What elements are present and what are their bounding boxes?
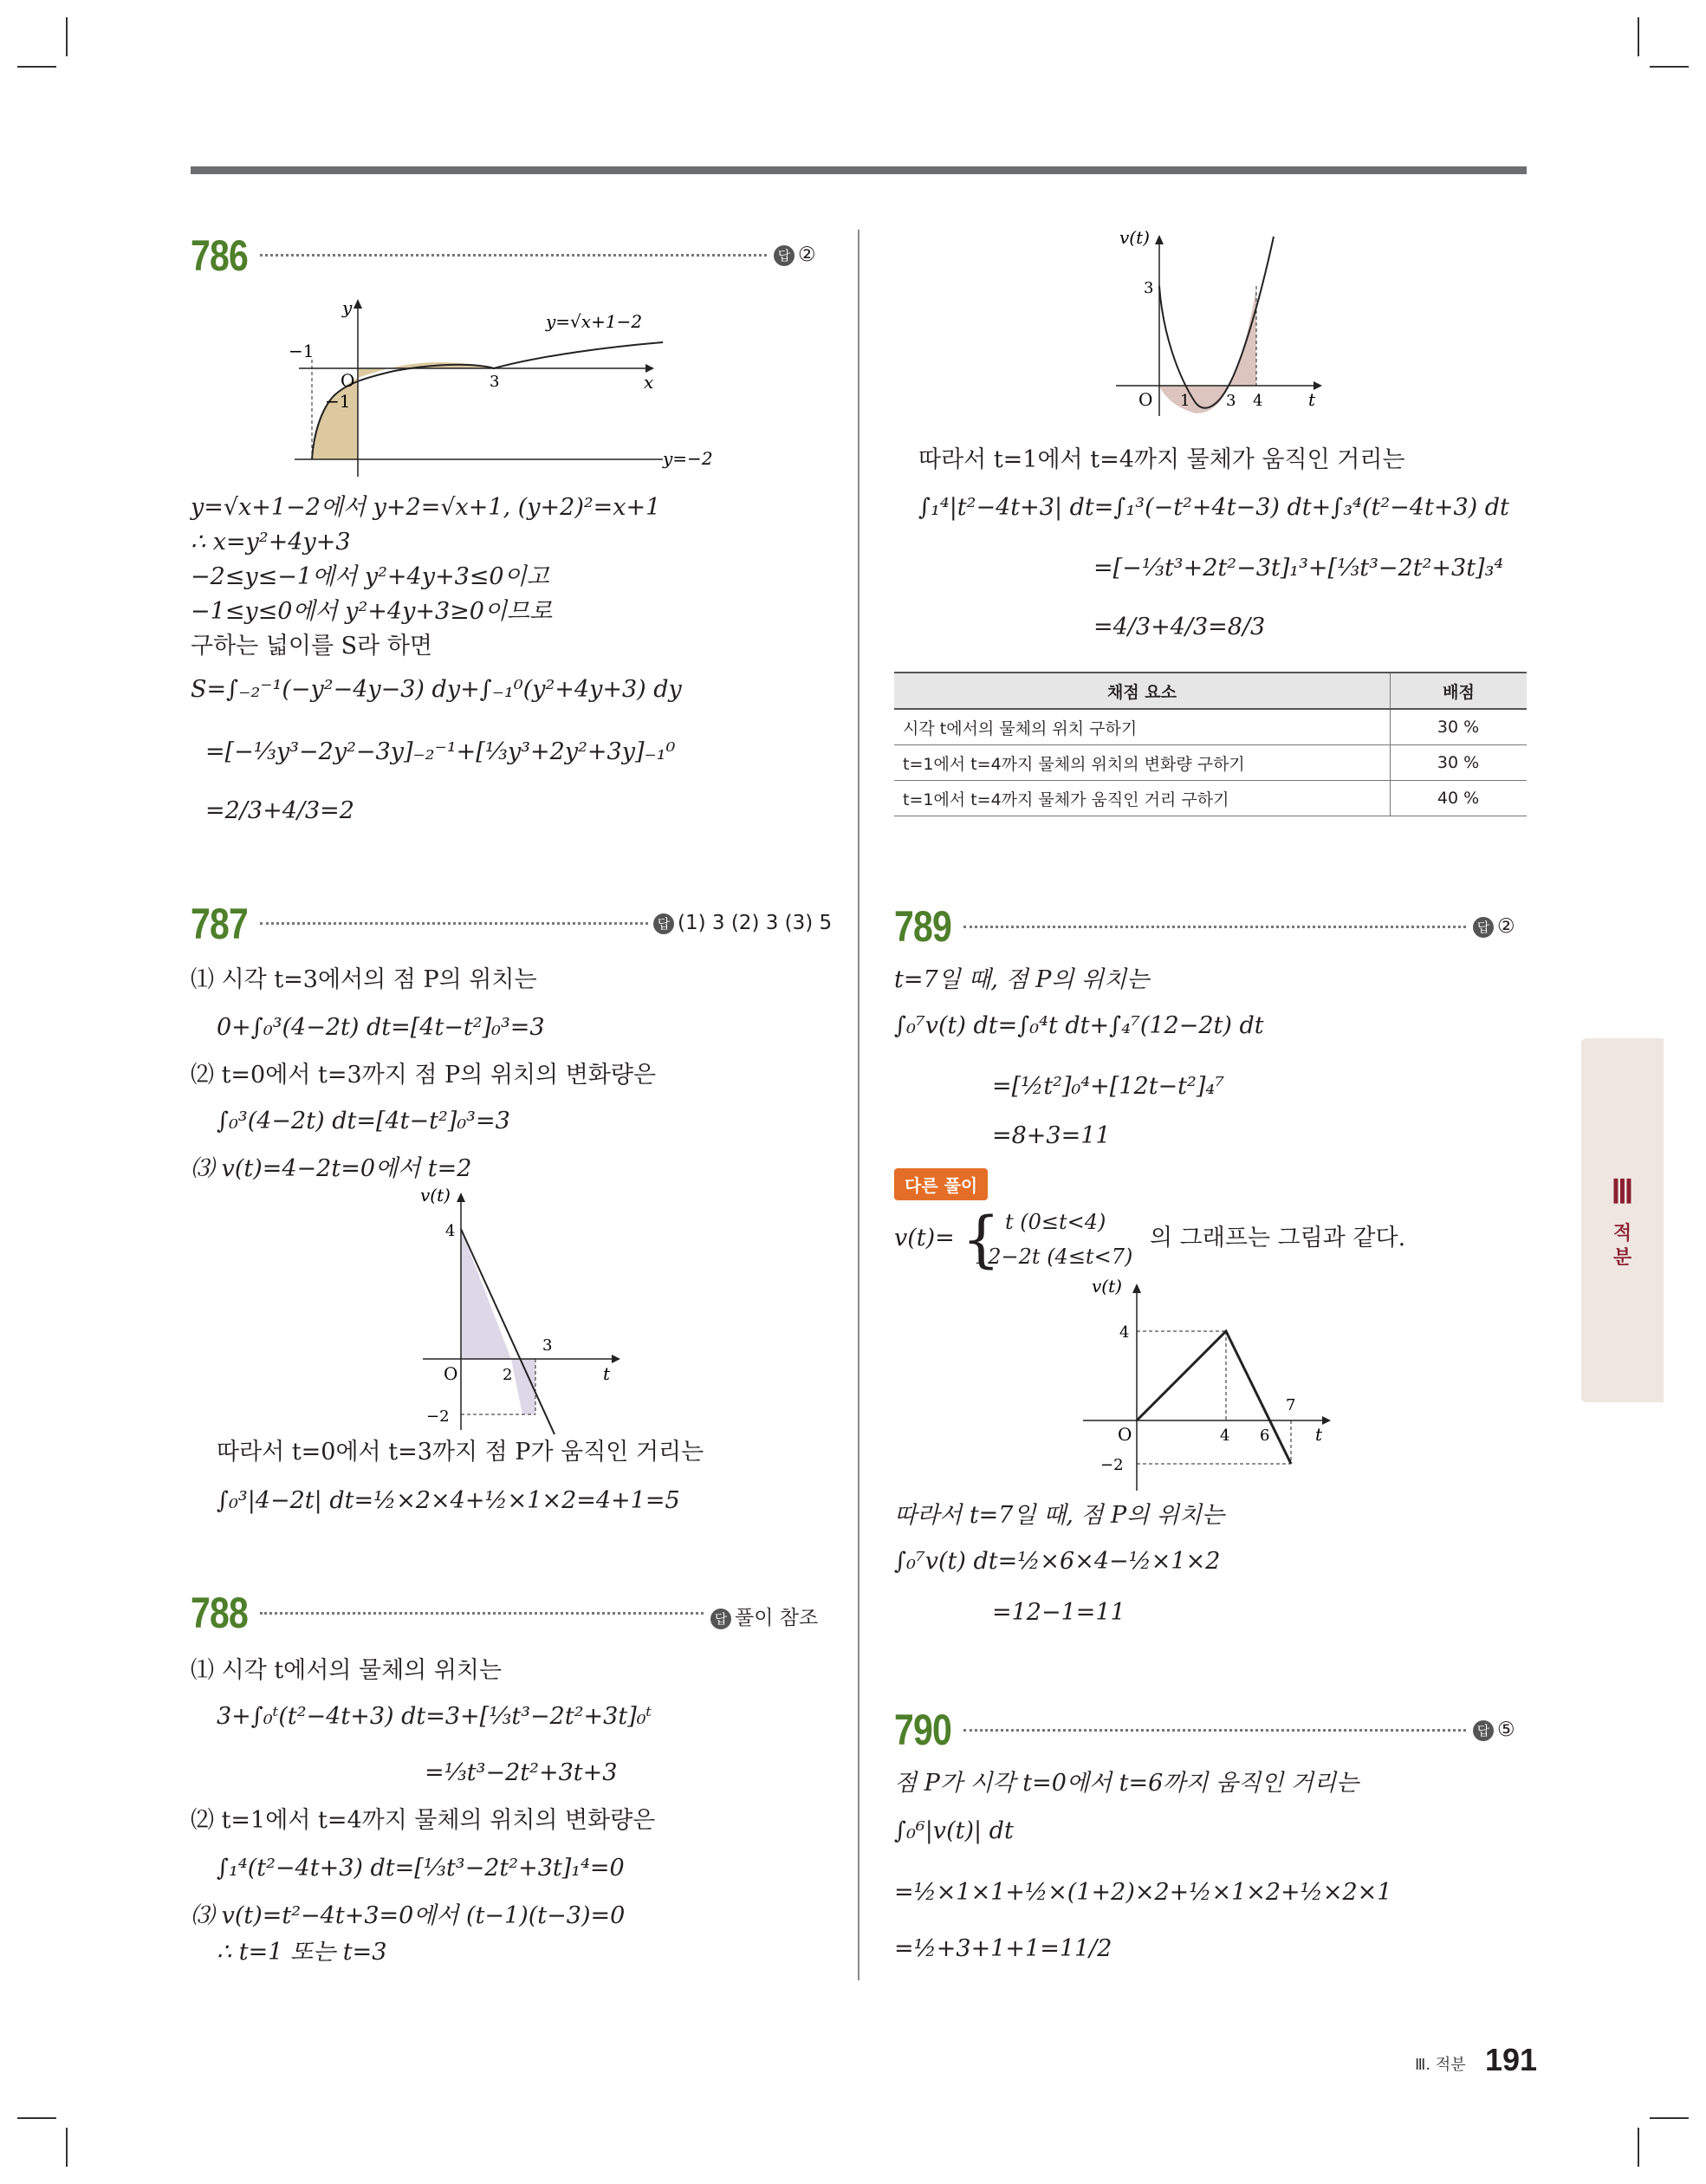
x-axis-label: t — [1308, 389, 1316, 410]
tick-label: 4 — [1220, 1427, 1230, 1445]
line-label: y=−2 — [663, 448, 713, 469]
curve-label: y=√x+1−2 — [546, 311, 643, 332]
piecewise-case: 12−2t (4≤t<7) — [975, 1245, 1133, 1269]
answer-786 — [774, 244, 816, 266]
solution-line: =½+3+1+1=11/2 — [894, 1935, 1112, 1962]
leader-dots — [963, 926, 1466, 928]
table-header: 배점 — [1391, 673, 1528, 709]
solution-line: ∴ t=1 또는 t=3 — [217, 1939, 387, 1966]
table-cell: 시각 t에서의 물체의 위치 구하기 — [894, 709, 1391, 745]
table-header: 채점 요소 — [894, 673, 1391, 709]
tick-label: 7 — [1286, 1396, 1296, 1414]
leader-dots — [260, 922, 648, 925]
tick-label: −2 — [426, 1407, 450, 1426]
brace-icon: { — [962, 1204, 1001, 1275]
solution-line: =⅓t³−2t²+3t+3 — [425, 1759, 618, 1786]
tick-label: 6 — [1260, 1427, 1270, 1445]
answer-790 — [1473, 1719, 1515, 1741]
tick-label: 3 — [1144, 279, 1154, 297]
x-axis-label: x — [644, 372, 654, 393]
answer-mark-icon: 답 — [1473, 917, 1494, 938]
y-axis-label: v(t) — [1119, 230, 1150, 248]
table-row — [894, 745, 1527, 781]
answer-789 — [1473, 915, 1515, 938]
solution-line: 0+∫₀³(4−2t) dt=[4t−t²]₀³=3 — [217, 1014, 545, 1041]
page-number: 191 — [1485, 2042, 1538, 2077]
table-header-row — [894, 673, 1527, 709]
crop-mark — [1638, 2128, 1639, 2167]
tick-label: −1 — [325, 391, 351, 412]
shaded-region — [461, 1229, 511, 1359]
crop-mark — [17, 66, 56, 68]
leader-dots — [260, 254, 767, 257]
solution-line: =12−1=11 — [992, 1599, 1125, 1626]
crop-mark — [17, 2117, 56, 2119]
solution-line: y=√x+1−2에서 y+2=√x+1, (y+2)²=x+1 — [191, 494, 661, 521]
curve — [1159, 237, 1274, 408]
solution-line: ∫₁⁴|t²−4t+3| dt=∫₁³(−t²+4t−3) dt+∫₃⁴(t²−4t+3) dt — [918, 494, 1509, 521]
solution-line: t=7일 때, 점 P의 위치는 — [894, 966, 1150, 993]
chapter-name: 적 분 — [1612, 1223, 1632, 1269]
solution-line: −2≤y≤−1에서 y²+4y+3≤0이고 — [191, 563, 549, 590]
x-axis-label: t — [603, 1363, 611, 1384]
arrowhead — [612, 1355, 620, 1363]
solution-line: ∫₀⁷v(t) dt=½×6×4−½×1×2 — [894, 1548, 1221, 1575]
tick-label: 3 — [490, 373, 500, 391]
scoring-table — [894, 672, 1527, 816]
solution-line: ⑴ 시각 t=3에서의 점 P의 위치는 — [191, 966, 537, 993]
solution-line: ⑴ 시각 t에서의 물체의 위치는 — [191, 1657, 503, 1684]
solution-line: 의 그래프는 그림과 같다. — [1150, 1225, 1406, 1251]
table-cell: 30 % — [1391, 745, 1528, 781]
graph-789 — [1083, 1278, 1343, 1499]
solution-line: ⑶ v(t)=4−2t=0에서 t=2 — [191, 1155, 472, 1182]
solution-line: 따라서 t=0에서 t=3까지 점 P가 움직인 거리는 — [217, 1439, 704, 1466]
graph-788 — [1109, 230, 1334, 416]
problem-number-786: 786 — [191, 231, 248, 280]
solution-line: =[½t²]₀⁴+[12t−t²]₄⁷ — [992, 1073, 1225, 1100]
x-axis-label: t — [1315, 1424, 1323, 1445]
crop-mark — [1650, 66, 1689, 68]
origin-label: O — [444, 1363, 458, 1384]
graph-787 — [407, 1187, 632, 1434]
solution-line: ∫₀³|4−2t| dt=½×2×4+½×1×2=4+1=5 — [217, 1487, 680, 1514]
solution-line: ∫₀⁷v(t) dt=∫₀⁴t dt+∫₄⁷(12−2t) dt — [894, 1012, 1264, 1039]
tick-label: 3 — [542, 1336, 553, 1355]
answer-value: ⑤ — [1497, 1719, 1515, 1741]
piecewise-lhs: v(t)= — [894, 1225, 955, 1251]
table-row — [894, 781, 1527, 816]
table-cell: t=1에서 t=4까지 물체가 움직인 거리 구하기 — [894, 781, 1391, 816]
solution-line: ∴ x=y²+4y+3 — [191, 529, 351, 556]
tick-label: 4 — [1253, 392, 1263, 410]
tick-label: 4 — [445, 1222, 456, 1240]
answer-mark-icon: 답 — [710, 1609, 731, 1629]
solution-line: =2/3+4/3=2 — [205, 797, 354, 824]
tick-label: −2 — [1100, 1456, 1124, 1474]
leader-dots — [260, 1612, 704, 1615]
answer-788 — [710, 1602, 818, 1630]
solution-line: =4/3+4/3=8/3 — [1093, 614, 1266, 640]
arrowhead — [354, 299, 362, 309]
crop-mark — [1650, 2117, 1689, 2119]
solution-line: 따라서 t=1에서 t=4까지 물체가 움직인 거리는 — [918, 446, 1405, 473]
solution-line: =½×1×1+½×(1+2)×2+½×1×2+½×2×1 — [894, 1879, 1392, 1906]
tick-label: 4 — [1119, 1323, 1130, 1342]
solution-line: −1≤y≤0에서 y²+4y+3≥0이므로 — [191, 598, 553, 625]
answer-787 — [653, 912, 832, 934]
chapter-side-tab — [1581, 1038, 1664, 1402]
tick-label: 3 — [1226, 392, 1236, 410]
tick-label: 2 — [503, 1366, 513, 1384]
solution-line: =8+3=11 — [992, 1122, 1111, 1149]
leader-dots — [963, 1729, 1466, 1732]
header-rule — [191, 166, 1527, 174]
table-cell: 40 % — [1391, 781, 1528, 816]
solution-line: S=∫₋₂⁻¹(−y²−4y−3) dy+∫₋₁⁰(y²+4y+3) dy — [191, 676, 682, 703]
solution-line: ⑵ t=0에서 t=3까지 점 P의 위치의 변화량은 — [191, 1062, 657, 1089]
tick-label: −1 — [289, 341, 315, 361]
piecewise-case: t (0≤t<4) — [1005, 1210, 1106, 1234]
answer-mark-icon: 답 — [1473, 1720, 1494, 1741]
origin-label: O — [1138, 389, 1153, 410]
solution-line: =[−⅓y³−2y²−3y]₋₂⁻¹+[⅓y³+2y²+3y]₋₁⁰ — [205, 738, 676, 765]
solution-line: ∫₁⁴(t²−4t+3) dt=[⅓t³−2t²+3t]₁⁴=0 — [217, 1855, 625, 1882]
graph-786 — [282, 295, 732, 477]
alt-solution-badge: 다른 풀이 — [894, 1168, 988, 1200]
y-axis-label: y — [342, 297, 353, 318]
answer-value: ② — [798, 244, 816, 266]
curve — [312, 342, 663, 459]
origin-label: O — [341, 370, 355, 391]
arrowhead — [457, 1193, 465, 1202]
crop-mark — [66, 2128, 68, 2167]
chapter-roman: Ⅲ — [1611, 1174, 1634, 1211]
problem-number-789: 789 — [894, 902, 951, 951]
column-divider — [858, 230, 859, 1980]
problem-number-790: 790 — [894, 1706, 951, 1754]
shaded-region — [1229, 286, 1256, 386]
answer-value: ② — [1497, 915, 1515, 938]
table-row — [894, 709, 1527, 745]
answer-value: 풀이 참조 — [735, 1607, 819, 1629]
section-label: Ⅲ. 적분 — [1415, 2056, 1466, 2074]
solution-line: ⑵ t=1에서 t=4까지 물체의 위치의 변화량은 — [191, 1807, 656, 1834]
solution-line: ∫₀⁶|v(t)| dt — [894, 1817, 1014, 1844]
crop-mark — [1638, 17, 1639, 56]
y-axis-label: v(t) — [1092, 1278, 1122, 1297]
problem-number-787: 787 — [191, 900, 248, 948]
problem-number-788: 788 — [191, 1589, 248, 1637]
answer-mark-icon: 답 — [653, 913, 674, 934]
solution-line: ⑶ v(t)=t²−4t+3=0에서 (t−1)(t−3)=0 — [191, 1902, 626, 1929]
arrowhead — [1132, 1284, 1141, 1293]
crop-mark — [66, 17, 68, 56]
solution-line: 점 P가 시각 t=0에서 t=6까지 움직인 거리는 — [894, 1770, 1359, 1797]
solution-line: ∫₀³(4−2t) dt=[4t−t²]₀³=3 — [217, 1108, 510, 1134]
arrowhead — [1322, 1416, 1331, 1425]
solution-line: 3+∫₀ᵗ(t²−4t+3) dt=3+[⅓t³−2t²+3t]₀ᵗ — [217, 1703, 652, 1730]
y-axis-label: v(t) — [420, 1187, 451, 1206]
solution-line: 따라서 t=7일 때, 점 P의 위치는 — [894, 1502, 1225, 1529]
solution-line: 구하는 넓이를 S라 하면 — [191, 633, 432, 660]
origin-label: O — [1118, 1424, 1132, 1445]
tick-label: 1 — [1180, 392, 1190, 410]
table-cell: t=1에서 t=4까지 물체의 위치의 변화량 구하기 — [894, 745, 1391, 781]
solution-line: =[−⅓t³+2t²−3t]₁³+[⅓t³−2t²+3t]₃⁴ — [1093, 555, 1504, 582]
answer-value: (1) 3 (2) 3 (3) 5 — [678, 912, 833, 934]
table-cell: 30 % — [1391, 709, 1528, 745]
arrowhead — [1155, 235, 1164, 244]
answer-mark-icon: 답 — [774, 245, 795, 266]
